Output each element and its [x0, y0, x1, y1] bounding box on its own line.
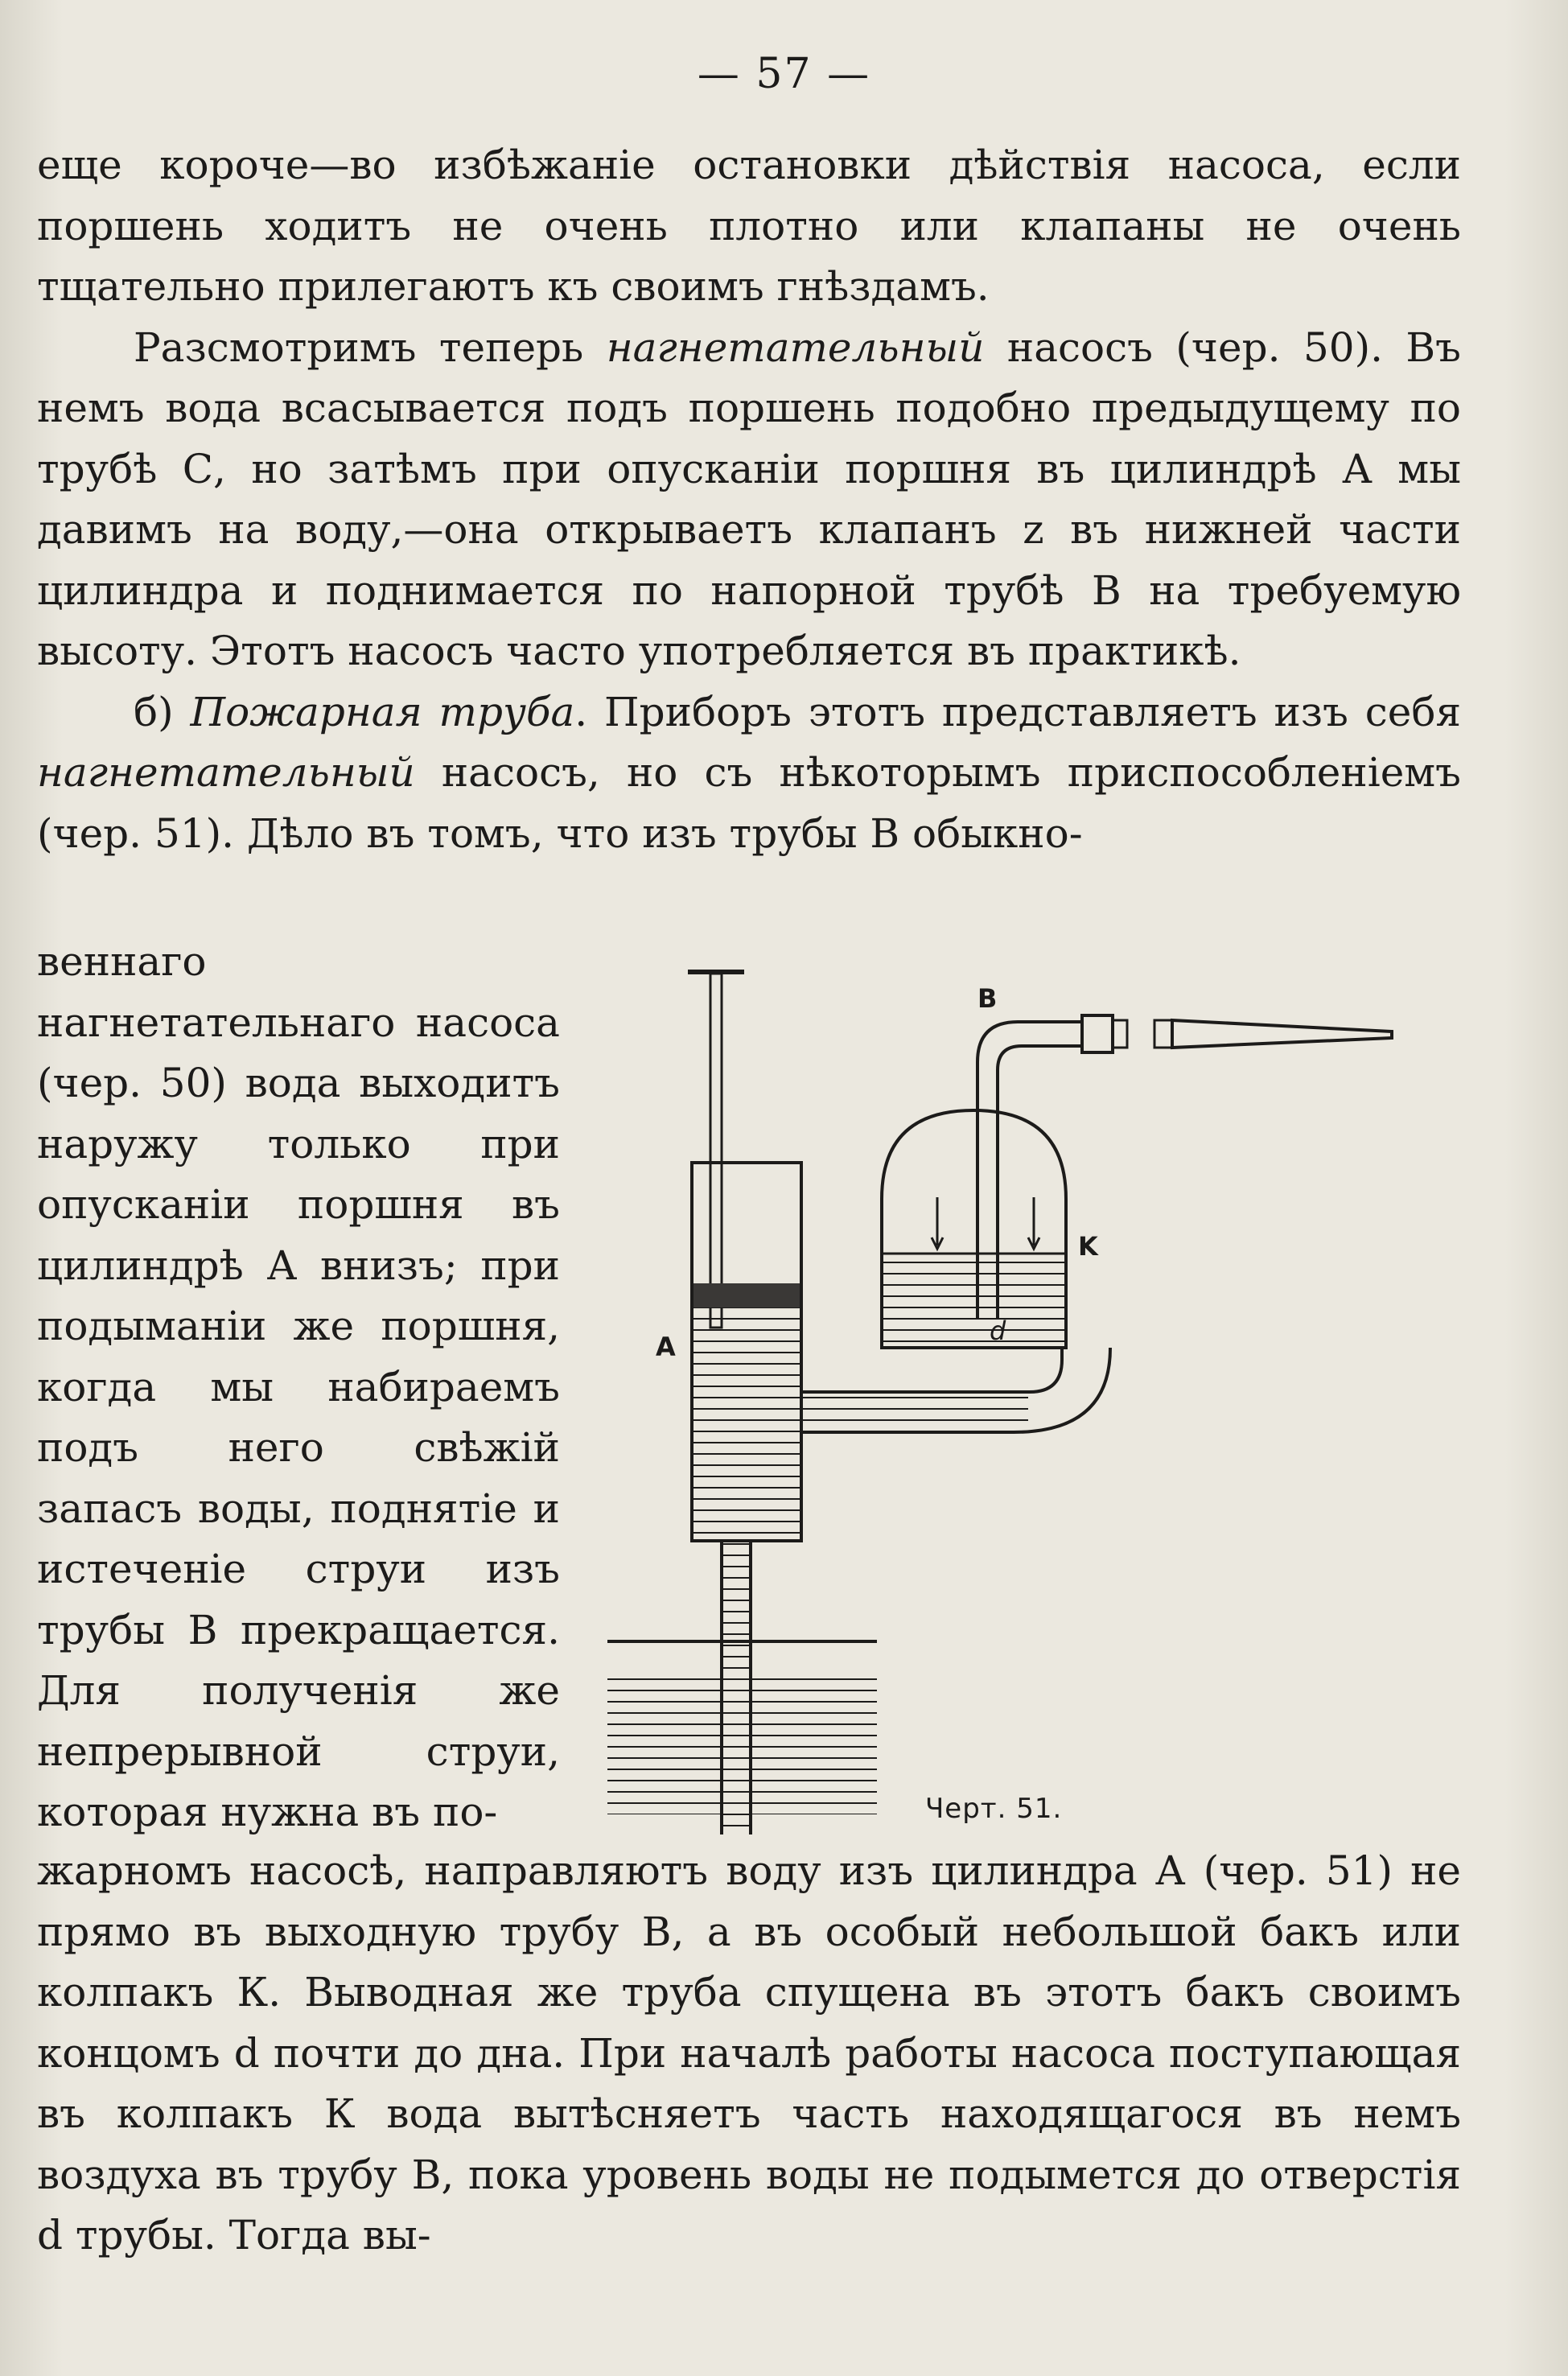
- label-k: K: [1078, 1231, 1098, 1262]
- chamber-water: [883, 1255, 1064, 1345]
- paragraph-2-rest: насосъ (чер. 50). Въ немъ вода всасывается подъ поршень подобно предыдущему по трубѣ С, но затѣмъ при опусканіи поршня въ цилиндрѣ А мы давимъ на воду,—она открываетъ клапанъ z въ нижней части цилиндра и поднимается по напорной трубѣ В на требуемую высоту. Этотъ насосъ часто употребляется въ практикѣ.: [37, 323, 1461, 674]
- paragraph-3: [37, 682, 1461, 865]
- piston-head: [693, 1283, 800, 1307]
- label-d: d: [990, 1316, 1006, 1346]
- nozzle: [1172, 1020, 1392, 1048]
- paragraph-3-number: б): [134, 688, 191, 735]
- piston-rod: [710, 974, 722, 1328]
- paragraph-3-title: Пожарная труба: [190, 688, 575, 735]
- text-block-top: [37, 135, 1461, 864]
- paragraph-2-italic: нагнетательный: [606, 323, 985, 371]
- text-side-column: [37, 932, 560, 1843]
- paragraph-3-a: . Приборъ этотъ представляетъ изъ себя: [574, 688, 1461, 735]
- text-block-bottom: [37, 1841, 1461, 2267]
- bottom-paragraph: жарномъ насосѣ, направляютъ воду изъ цилиндра А (чер. 51) не прямо въ выходную трубу В, а въ особый небольшой бакъ или колпакъ К. Выводная же труба спущена въ этотъ бакъ своимъ концомъ d почти до дна. При началѣ работы насоса поступающая въ колпакъ К вода вытѣсняетъ часть находящагося въ немъ воздуха въ трубу В, пока уровень воды не подымется до отверстія d трубы. Тогда вы-: [37, 1847, 1461, 2259]
- paragraph-2: [37, 318, 1461, 682]
- paragraph-1: еще короче—во избѣжаніе остановки дѣйствія насоса, если поршень ходитъ не очень плотно или клапаны не очень тщательно прилегаютъ къ своимъ гнѣздамъ.: [37, 142, 1461, 310]
- page-number: — 57 —: [697, 50, 871, 98]
- figure-pump-diagram: [595, 941, 1448, 1835]
- paragraph-3-b: насосъ, но съ нѣкоторымъ приспособленіемъ (чер. 51). Дѣло въ томъ, что изъ трубы В обыкно-: [37, 749, 1461, 857]
- reservoir-water: [607, 1670, 877, 1814]
- paragraph-3-italic: нагнетательный: [37, 749, 415, 796]
- label-b: B: [977, 983, 998, 1014]
- hose-coupling-ring: [1113, 1020, 1127, 1048]
- label-a: A: [656, 1332, 676, 1362]
- side-paragraph: веннаго нагнетательнаго насоса (чер. 50) вода выходитъ наружу только при опусканіи поршня въ цилиндрѣ А внизъ; при подыманіи же поршня, когда мы набираемъ подъ него свѣжій запасъ воды, поднятіе и истеченіе струи изъ трубы В прекращается. Для полученія же непрерывной струи, которая нужна въ по-: [37, 938, 560, 1835]
- hose-coupling: [1082, 1015, 1113, 1052]
- cylinder-water: [693, 1307, 800, 1537]
- nozzle-ring: [1154, 1020, 1172, 1048]
- connecting-channel-top: [801, 1348, 1062, 1392]
- figure-caption: Черт. 51.: [925, 1793, 1063, 1825]
- channel-water: [803, 1394, 1028, 1430]
- paragraph-2-start: Разсмотримъ теперь: [134, 323, 607, 371]
- pump-diagram-svg: [595, 941, 1448, 1835]
